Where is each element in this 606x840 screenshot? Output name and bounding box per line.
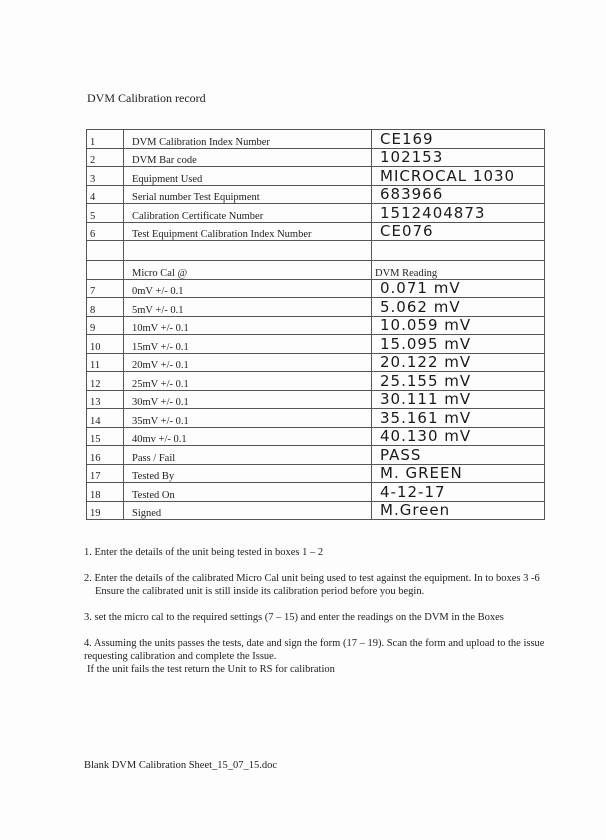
calibration-table — [86, 129, 545, 520]
instruction-4-note: If the unit fails the test return the Unit to RS for calibration — [87, 664, 335, 675]
row-number: 17 — [87, 464, 124, 483]
equipment-row — [87, 204, 545, 223]
row-number: 10 — [87, 335, 124, 354]
instruction-2-note: Ensure the calibrated unit is still inside its calibration period before you begin. — [95, 586, 425, 597]
row-value: 4-12-17 — [372, 483, 545, 502]
reading-row — [87, 464, 545, 483]
row-value: 10.059 mV — [372, 316, 545, 335]
row-value: 20.122 mV — [372, 353, 545, 372]
reading-header-row — [87, 261, 545, 280]
row-number: 13 — [87, 390, 124, 409]
row-number: 12 — [87, 372, 124, 391]
row-number: 6 — [87, 222, 124, 241]
row-number: 19 — [87, 501, 124, 520]
instruction-2: 2. Enter the details of the calibrated Micro Cal unit being used to test against the equipment. In to boxes 3 -6 — [84, 573, 540, 584]
spacer-cell — [124, 241, 372, 261]
reading-row — [87, 279, 545, 298]
instruction-4: 4. Assuming the units passes the tests, date and sign the form (17 – 19). Scan the form and upload to the issue requesting calibration and complete the Issue. — [84, 638, 545, 662]
reading-row — [87, 390, 545, 409]
row-value: 35.161 mV — [372, 409, 545, 428]
row-value: MICROCAL 1030 — [372, 167, 545, 186]
row-value: 15.095 mV — [372, 335, 545, 354]
instruction-1: 1. Enter the details of the unit being tested in boxes 1 – 2 — [84, 547, 324, 558]
row-value: CE169 — [372, 130, 545, 149]
row-value: M. GREEN — [372, 464, 545, 483]
reading-row — [87, 501, 545, 520]
row-label: Tested On — [124, 483, 372, 502]
row-label: Serial number Test Equipment — [124, 185, 372, 204]
reading-row — [87, 372, 545, 391]
row-label: Test Equipment Calibration Index Number — [124, 222, 372, 241]
row-label: DVM Calibration Index Number — [124, 130, 372, 149]
row-label: Signed — [124, 501, 372, 520]
reading-row — [87, 427, 545, 446]
row-value: PASS — [372, 446, 545, 465]
row-label: Equipment Used — [124, 167, 372, 186]
row-label: 15mV +/- 0.1 — [124, 335, 372, 354]
header-dvm-reading: DVM Reading — [372, 261, 545, 280]
spacer-row — [87, 241, 545, 261]
row-number: 1 — [87, 130, 124, 149]
row-label: Tested By — [124, 464, 372, 483]
row-number: 11 — [87, 353, 124, 372]
reading-row — [87, 335, 545, 354]
row-number: 14 — [87, 409, 124, 428]
header-number-cell — [87, 261, 124, 280]
footer-filename: Blank DVM Calibration Sheet_15_07_15.doc — [84, 760, 278, 771]
row-number: 8 — [87, 298, 124, 317]
row-number: 3 — [87, 167, 124, 186]
row-label: 10mV +/- 0.1 — [124, 316, 372, 335]
row-label: 0mV +/- 0.1 — [124, 279, 372, 298]
row-value: 1512404873 — [372, 204, 545, 223]
row-label: 5mV +/- 0.1 — [124, 298, 372, 317]
reading-row — [87, 316, 545, 335]
reading-row — [87, 409, 545, 428]
row-label: Calibration Certificate Number — [124, 204, 372, 223]
row-number: 5 — [87, 204, 124, 223]
row-label: 25mV +/- 0.1 — [124, 372, 372, 391]
spacer-cell — [372, 241, 545, 261]
row-label: 20mV +/- 0.1 — [124, 353, 372, 372]
reading-row — [87, 353, 545, 372]
row-value: M.Green — [372, 501, 545, 520]
row-value: 0.071 mV — [372, 279, 545, 298]
row-label: 35mV +/- 0.1 — [124, 409, 372, 428]
equipment-row — [87, 185, 545, 204]
row-number: 16 — [87, 446, 124, 465]
row-number: 18 — [87, 483, 124, 502]
header-micro-cal: Micro Cal @ — [124, 261, 372, 280]
row-value: 683966 — [372, 185, 545, 204]
equipment-row — [87, 148, 545, 167]
row-label: 40mv +/- 0.1 — [124, 427, 372, 446]
row-value: CE076 — [372, 222, 545, 241]
row-value: 102153 — [372, 148, 545, 167]
row-label: DVM Bar code — [124, 148, 372, 167]
row-value: 5.062 mV — [372, 298, 545, 317]
row-label: Pass / Fail — [124, 446, 372, 465]
reading-row — [87, 483, 545, 502]
reading-row — [87, 446, 545, 465]
row-number: 2 — [87, 148, 124, 167]
row-number: 15 — [87, 427, 124, 446]
equipment-row — [87, 130, 545, 149]
row-number: 4 — [87, 185, 124, 204]
row-value: 30.111 mV — [372, 390, 545, 409]
row-number: 7 — [87, 279, 124, 298]
reading-row — [87, 298, 545, 317]
row-label: 30mV +/- 0.1 — [124, 390, 372, 409]
row-value: 25.155 mV — [372, 372, 545, 391]
instructions — [84, 546, 554, 689]
row-number: 9 — [87, 316, 124, 335]
equipment-row — [87, 167, 545, 186]
instruction-3: 3. set the micro cal to the required settings (7 – 15) and enter the readings on the DVM in the Boxes — [84, 612, 504, 623]
spacer-cell — [87, 241, 124, 261]
equipment-row — [87, 222, 545, 241]
document-title: DVM Calibration record — [87, 91, 206, 105]
row-value: 40.130 mV — [372, 427, 545, 446]
